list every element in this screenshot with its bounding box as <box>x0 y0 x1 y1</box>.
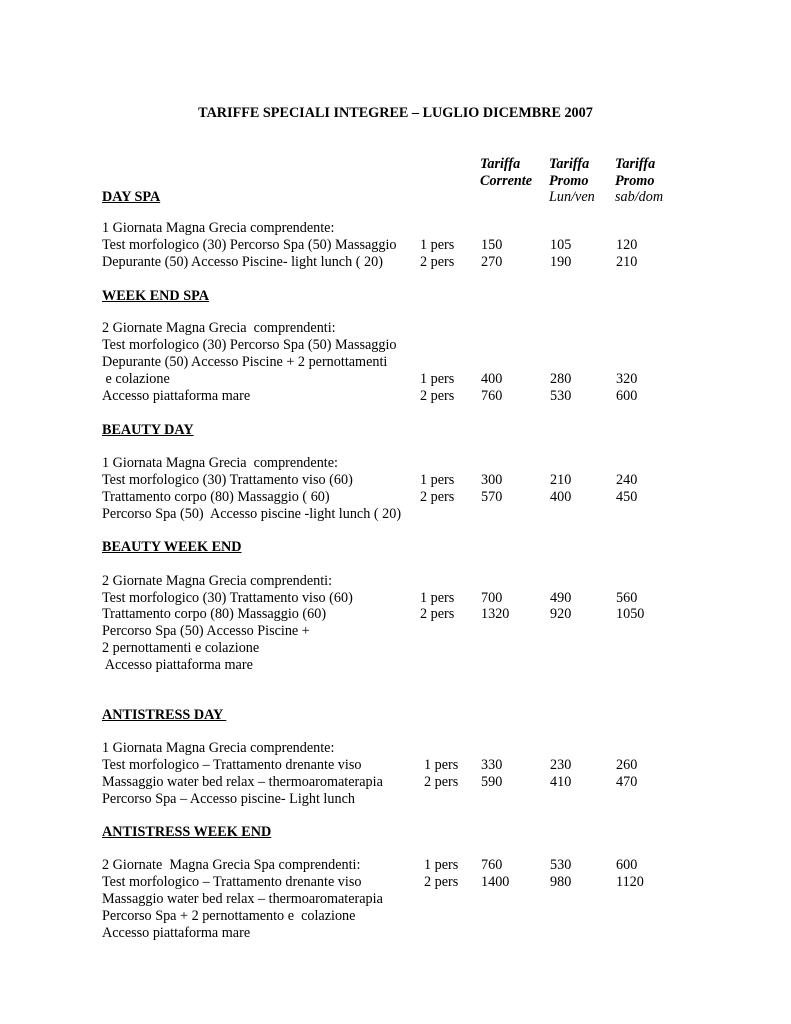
price-promo-weekend: 560 <box>616 590 638 606</box>
price-promo-feriale: 280 <box>550 371 572 387</box>
section-desc-line: Percorso Spa (50) Accesso Piscine + <box>102 623 310 639</box>
row-pers: 1 pers <box>424 757 459 773</box>
section-desc-line: Massaggio water bed relax – thermoaromaterapia <box>102 891 383 907</box>
section-desc-line: Test morfologico (30) Percorso Spa (50) Massaggio <box>102 237 397 253</box>
price-corrente: 760 <box>481 388 503 404</box>
price-promo-weekend: 1050 <box>616 606 645 622</box>
section-desc-line: 2 Giornate Magna Grecia comprendenti: <box>102 320 336 336</box>
section-desc-line: Percorso Spa + 2 pernottamento e colazione <box>102 908 356 924</box>
row-pers: 1 pers <box>420 590 455 606</box>
price-promo-weekend: 240 <box>616 472 638 488</box>
section-desc-line: Accesso piattaforma mare <box>102 925 251 941</box>
section-desc-line: 1 Giornata Magna Grecia comprendente: <box>102 740 335 756</box>
col-corrente-line2: Corrente <box>480 173 533 189</box>
price-promo-feriale: 490 <box>550 590 572 606</box>
section-desc-line: Test morfologico – Trattamento drenante viso <box>102 757 362 773</box>
price-corrente: 700 <box>481 590 503 606</box>
section-desc-line: Depurante (50) Accesso Piscine- light lunch ( 20) <box>102 254 383 270</box>
section-title-antistress-day: ANTISTRESS DAY <box>102 707 227 723</box>
price-corrente: 1400 <box>481 874 510 890</box>
section-desc-line: 1 Giornata Magna Grecia comprendente: <box>102 455 338 471</box>
price-corrente: 1320 <box>481 606 510 622</box>
price-promo-feriale: 105 <box>550 237 572 253</box>
col-promo-weekend-line2: Promo <box>615 173 655 189</box>
page-title: TARIFFE SPECIALI INTEGREE – LUGLIO DICEMBRE 2007 <box>198 105 593 121</box>
col-promo-feriale-line3: Lun/ven <box>549 189 595 205</box>
price-corrente: 400 <box>481 371 503 387</box>
row-pers: 2 pers <box>420 489 455 505</box>
price-promo-feriale: 410 <box>550 774 572 790</box>
row-pers: 1 pers <box>420 472 455 488</box>
price-promo-feriale: 530 <box>550 857 572 873</box>
row-pers: 2 pers <box>424 774 459 790</box>
price-promo-weekend: 120 <box>616 237 638 253</box>
price-promo-weekend: 450 <box>616 489 638 505</box>
col-promo-feriale-line2: Promo <box>549 173 589 189</box>
section-desc-line: Depurante (50) Accesso Piscine + 2 pernottamenti <box>102 354 388 370</box>
row-pers: 2 pers <box>420 254 455 270</box>
section-desc-line: 1 Giornata Magna Grecia comprendente: <box>102 220 335 236</box>
price-corrente: 300 <box>481 472 503 488</box>
row-pers: 2 pers <box>424 874 459 890</box>
section-title-day-spa: DAY SPA <box>102 189 161 205</box>
price-corrente: 760 <box>481 857 503 873</box>
price-promo-weekend: 1120 <box>616 874 644 890</box>
price-promo-weekend: 210 <box>616 254 638 270</box>
row-pers: 2 pers <box>420 388 455 404</box>
price-promo-weekend: 260 <box>616 757 638 773</box>
section-desc-line: Massaggio water bed relax – thermoaromaterapia <box>102 774 383 790</box>
row-pers: 1 pers <box>420 237 455 253</box>
section-desc-line: e colazione <box>102 371 170 387</box>
price-corrente: 270 <box>481 254 503 270</box>
section-desc-line: Test morfologico – Trattamento drenante viso <box>102 874 362 890</box>
price-corrente: 570 <box>481 489 503 505</box>
section-desc-line: 2 Giornate Magna Grecia comprendenti: <box>102 573 333 589</box>
price-promo-weekend: 600 <box>616 857 638 873</box>
price-corrente: 590 <box>481 774 503 790</box>
section-desc-line: 2 pernottamenti e colazione <box>102 640 260 656</box>
price-corrente: 330 <box>481 757 503 773</box>
col-promo-weekend-line1: Tariffa <box>615 156 656 172</box>
section-title-beauty-day: BEAUTY DAY <box>102 422 194 438</box>
section-desc-line: Accesso piattaforma mare <box>102 657 253 673</box>
col-promo-feriale-line1: Tariffa <box>549 156 590 172</box>
col-corrente-line1: Tariffa <box>480 156 521 172</box>
price-promo-weekend: 320 <box>616 371 638 387</box>
section-title-week-end-spa: WEEK END SPA <box>102 288 209 304</box>
price-corrente: 150 <box>481 237 503 253</box>
price-promo-feriale: 920 <box>550 606 572 622</box>
section-desc-line: Accesso piattaforma mare <box>102 388 251 404</box>
section-desc-line: Test morfologico (30) Percorso Spa (50) Massaggio <box>102 337 397 353</box>
price-promo-feriale: 190 <box>550 254 572 270</box>
row-pers: 1 pers <box>424 857 459 873</box>
price-promo-feriale: 230 <box>550 757 572 773</box>
price-promo-feriale: 530 <box>550 388 572 404</box>
price-promo-weekend: 470 <box>616 774 638 790</box>
col-promo-weekend-line3: sab/dom <box>615 189 664 205</box>
section-desc-line: 2 Giornate Magna Grecia Spa comprendenti: <box>102 857 361 873</box>
row-pers: 2 pers <box>420 606 455 622</box>
section-title-antistress-week-end: ANTISTRESS WEEK END <box>102 824 272 840</box>
price-promo-feriale: 400 <box>550 489 572 505</box>
section-desc-line: Trattamento corpo (80) Massaggio ( 60) <box>102 489 330 505</box>
row-pers: 1 pers <box>420 371 455 387</box>
section-desc-line: Test morfologico (30) Trattamento viso (60) <box>102 590 353 606</box>
section-desc-line: Percorso Spa – Accesso piscine- Light lunch <box>102 791 355 807</box>
section-desc-line: Trattamento corpo (80) Massaggio (60) <box>102 606 327 622</box>
section-title-beauty-week-end: BEAUTY WEEK END <box>102 539 242 555</box>
price-promo-feriale: 210 <box>550 472 572 488</box>
price-promo-weekend: 600 <box>616 388 638 404</box>
price-promo-feriale: 980 <box>550 874 572 890</box>
section-desc-line: Percorso Spa (50) Accesso piscine -light lunch ( 20) <box>102 506 402 522</box>
section-desc-line: Test morfologico (30) Trattamento viso (60) <box>102 472 353 488</box>
